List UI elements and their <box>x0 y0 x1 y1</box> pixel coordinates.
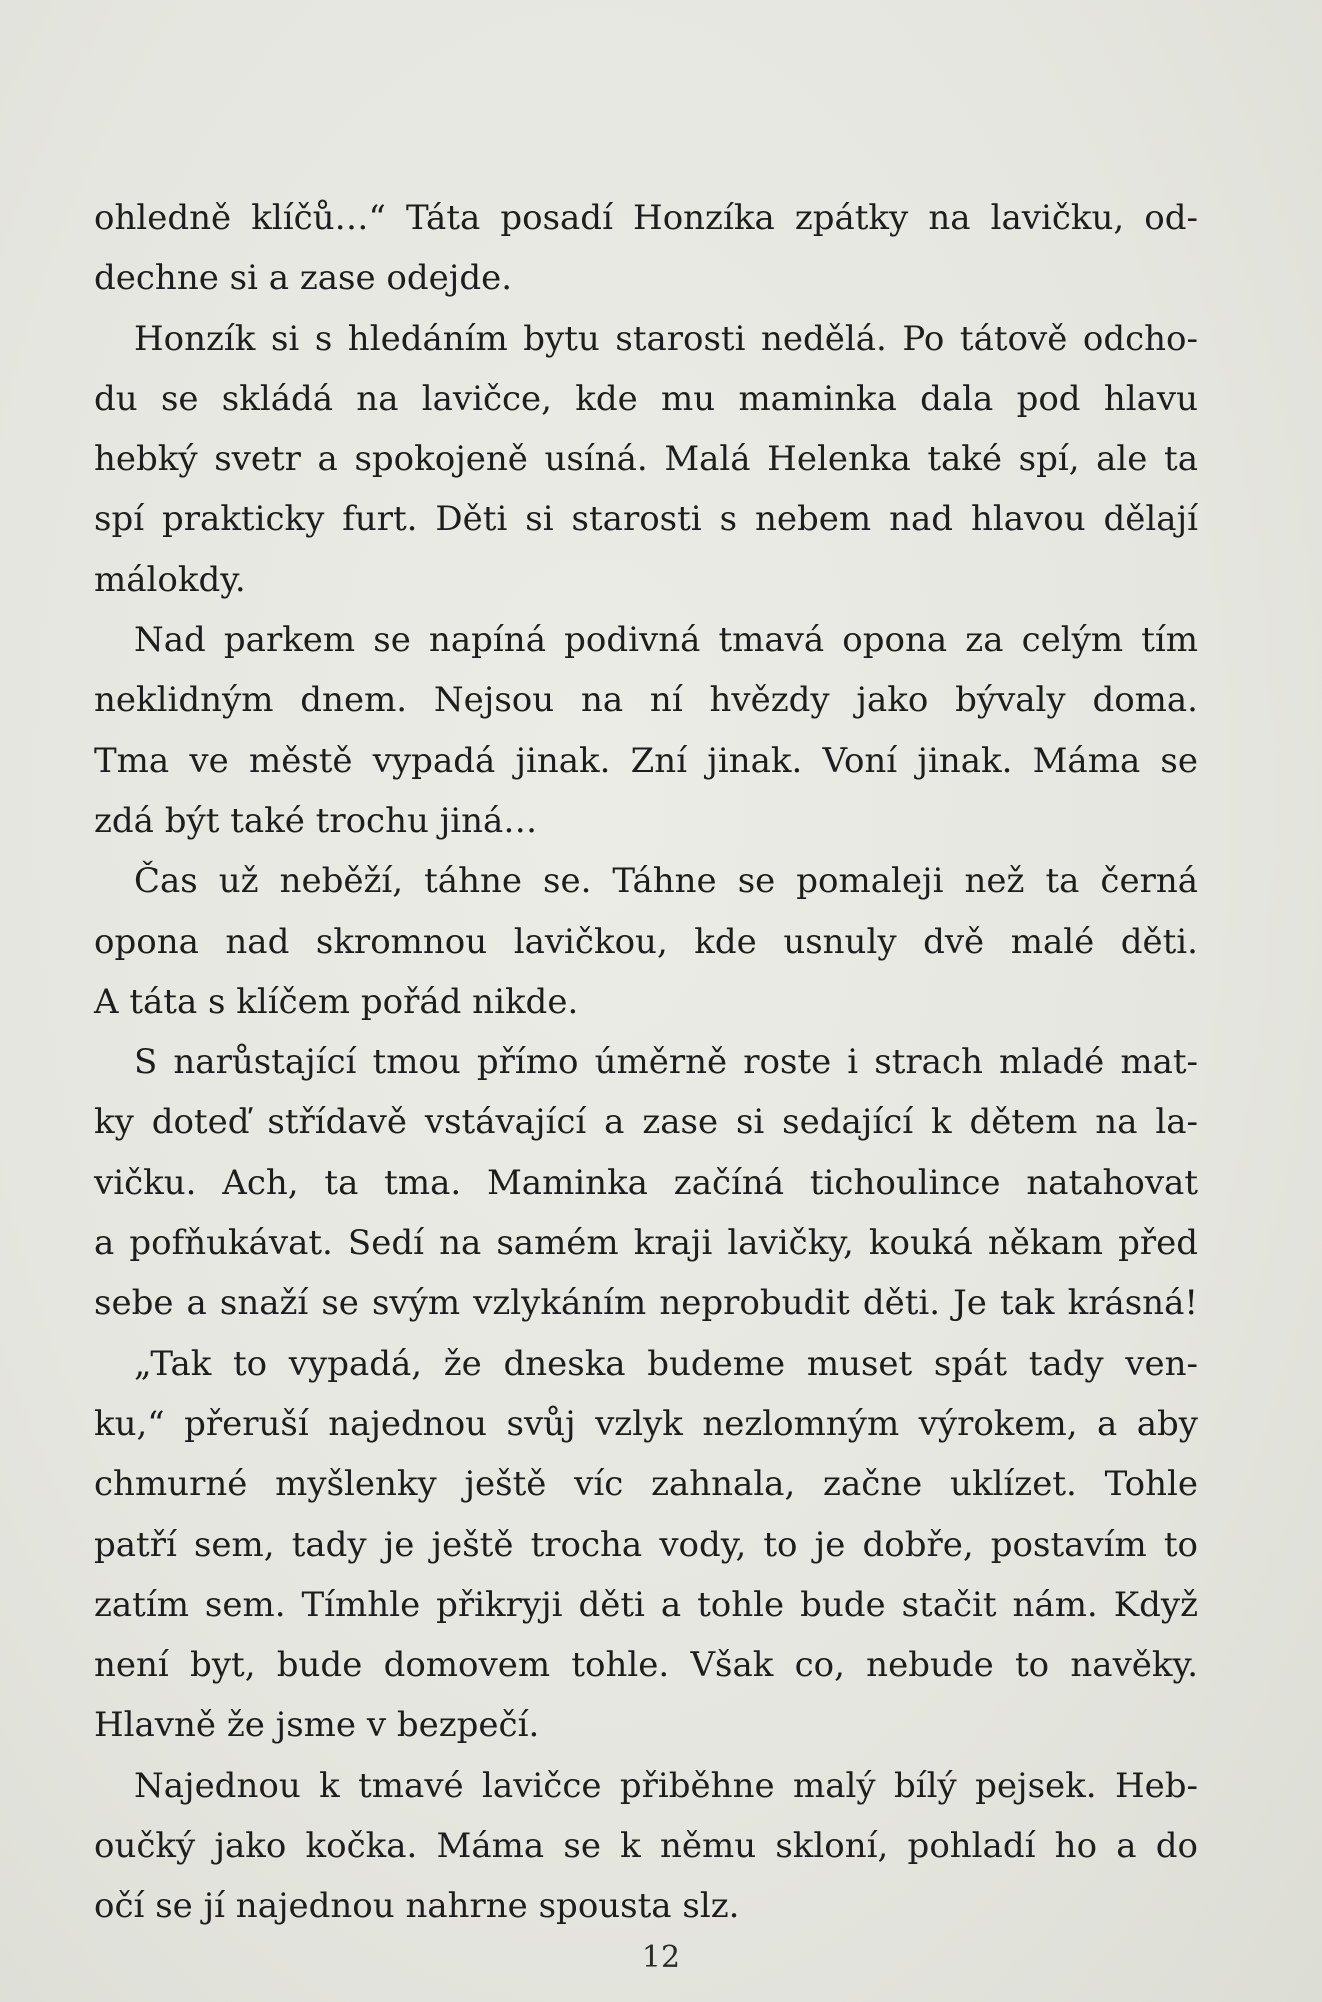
text-line: Tma ve městě vypadá jinak. Zní jinak. Voní jinak. Máma se <box>94 740 1198 781</box>
paragraph-first-line: Čas už neběží, táhne se. Táhne se pomaleji než ta černá <box>134 861 1198 902</box>
text-line: neklidným dnem. Nejsou na ní hvězdy jako bývaly doma. <box>94 680 1198 721</box>
text-line: ohledně klíčů…“ Táta posadí Honzíka zpátky na lavičku, od- <box>94 198 1198 238</box>
text-line: ku,“ přeruší najednou svůj vzlyk nezlomným výrokem, a aby <box>94 1403 1198 1444</box>
paragraph-first-line: „Tak to vypadá, že dneska budeme muset spát tady ven- <box>134 1343 1198 1384</box>
text-line: oučký jako kočka. Máma se k němu skloní, pohladí ho a do <box>94 1826 1198 1867</box>
text-line: málokdy. <box>94 559 246 600</box>
text-line: očí se jí najednou nahrne spousta slz. <box>94 1886 740 1927</box>
text-line: zatím sem. Tímhle přikryji děti a tohle bude stačit nám. Když <box>94 1584 1198 1625</box>
page-number: 12 <box>641 1940 681 1975</box>
paragraph-first-line: Najednou k tmavé lavičce přiběhne malý bílý pejsek. Heb- <box>134 1765 1198 1806</box>
text-line: hebký svetr a spokojeně usíná. Malá Helenka také spí, ale ta <box>94 439 1198 480</box>
text-line: není byt, bude domovem tohle. Však co, nebude to navěky. <box>94 1645 1198 1686</box>
paragraph-first-line: Honzík si s hledáním bytu starosti nedělá. Po tátově odcho- <box>134 318 1198 359</box>
text-line: patří sem, tady je ještě trocha vody, to je dobře, postavím to <box>94 1524 1198 1565</box>
text-line: a pofňukávat. Sedí na samém kraji lavičky, kouká někam před <box>94 1223 1198 1264</box>
text-line: Hlavně že jsme v bezpečí. <box>94 1705 540 1746</box>
text-line: sebe a snaží se svým vzlykáním neprobudit děti. Je tak krásná! <box>94 1283 1198 1324</box>
text-line: vičku. Ach, ta tma. Maminka začíná tichoulince natahovat <box>94 1162 1198 1203</box>
body-text <box>94 188 1198 1937</box>
text-line: A táta s klíčem pořád nikde. <box>94 981 579 1022</box>
text-line: chmurné myšlenky ještě víc zahnala, začne uklízet. Tohle <box>94 1464 1198 1505</box>
text-line: du se skládá na lavičce, kde mu maminka dala pod hlavu <box>94 378 1198 419</box>
text-line: spí prakticky furt. Děti si starosti s nebem nad hlavou dělají <box>94 499 1198 540</box>
text-line: ky doteď střídavě vstávající a zase si sedající k dětem na la- <box>94 1102 1198 1143</box>
text-line: zdá být také trochu jiná… <box>94 800 538 841</box>
text-line: dechne si a zase odejde. <box>94 258 513 299</box>
paragraph-first-line: S narůstající tmou přímo úměrně roste i strach mladé mat- <box>134 1042 1198 1083</box>
paragraph-first-line: Nad parkem se napíná podivná tmavá opona za celým tím <box>134 620 1198 661</box>
text-line: opona nad skromnou lavičkou, kde usnuly dvě malé děti. <box>94 921 1198 962</box>
